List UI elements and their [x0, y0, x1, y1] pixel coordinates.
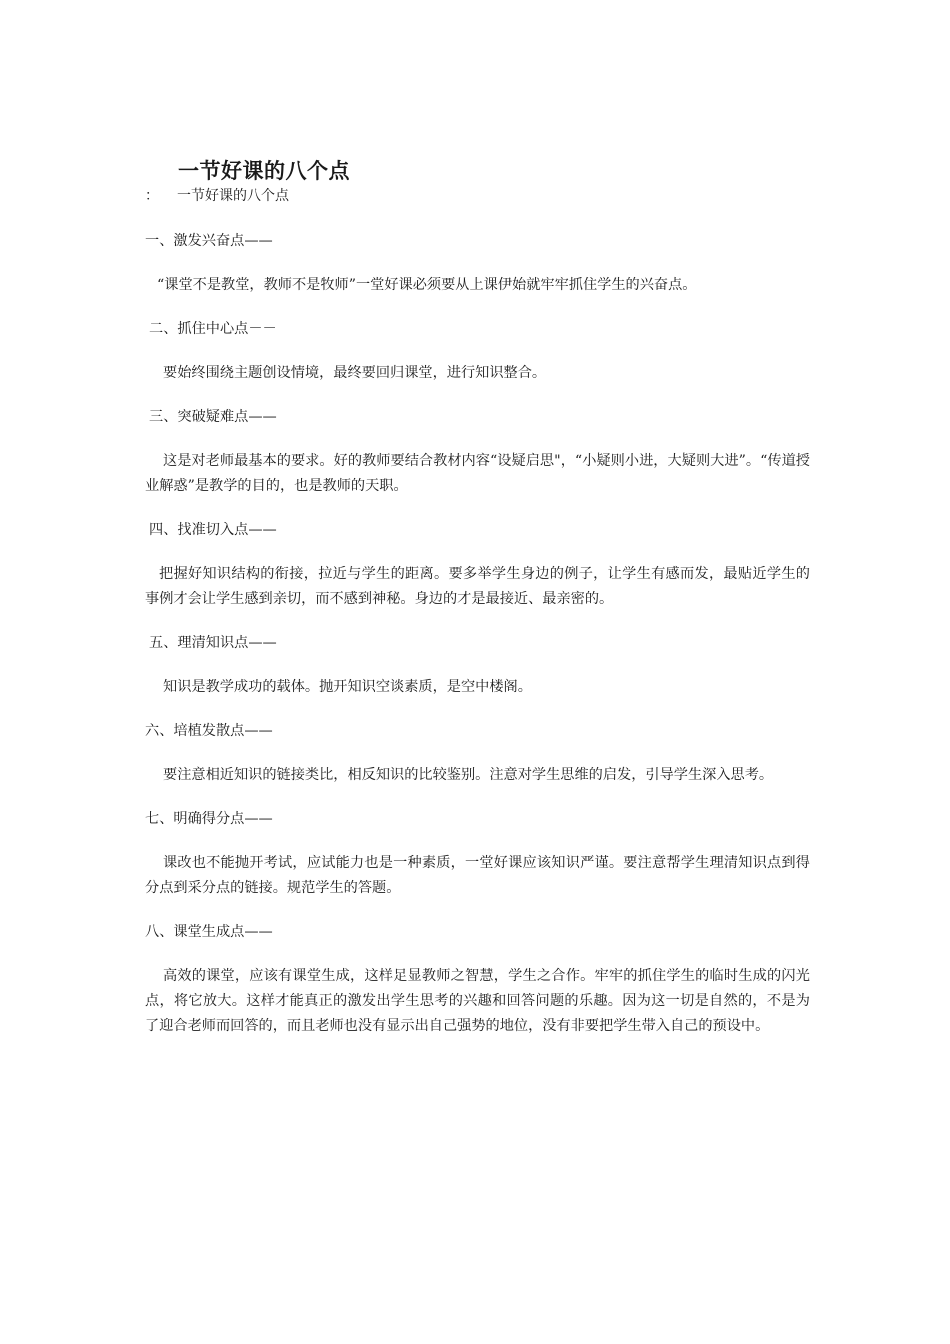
section-heading-4: 四、找准切入点——	[149, 522, 277, 538]
document-title: 一节好课的八个点	[178, 158, 350, 183]
section-heading-3: 三、突破疑难点——	[149, 409, 277, 425]
section-paragraph-2: 要始终围绕主题创设情境，最终要回归课堂，进行知识整合。	[163, 365, 547, 381]
section-heading-2: 二、抓住中心点－－	[149, 321, 277, 337]
section-paragraph-7: 课改也不能抛开考试，应试能力也是一种素质，一堂好课应该知识严谨。要注意帮学生理清知识点到得分点到采分点的链接。规范学生的答题。	[145, 855, 810, 896]
section-heading-8: 八、课堂生成点——	[145, 924, 273, 940]
section-heading-6: 六、培植发散点——	[145, 723, 273, 739]
section-paragraph-1: “课堂不是教堂，教师不是牧师”一堂好课必须要从上课伊始就牢牢抓住学生的兴奋点。	[157, 277, 697, 293]
subtitle-prefix: ：	[145, 188, 159, 204]
section-heading-5: 五、理清知识点——	[149, 635, 277, 651]
subtitle-text: 一节好课的八个点	[177, 188, 289, 204]
subtitle-line	[145, 185, 289, 205]
section-heading-1: 一、激发兴奋点——	[145, 233, 273, 249]
section-paragraph-4: 把握好知识结构的衔接，拉近与学生的距离。要多举学生身边的例子，让学生有感而发，最贴近学生的事例才会让学生感到亲切，而不感到神秘。身边的才是最接近、最亲密的。	[145, 566, 810, 607]
section-heading-7: 七、明确得分点——	[145, 811, 273, 827]
section-paragraph-8: 高效的课堂，应该有课堂生成，这样足显教师之智慧，学生之合作。牢牢的抓住学生的临时生成的闪光点，将它放大。这样才能真正的激发出学生思考的兴趣和回答问题的乐趣。因为这一切是自然的，不是为了迎合老师而回答的，而且老师也没有显示出自己强势的地位，没有非要把学生带入自己的预设中。	[145, 968, 810, 1034]
section-paragraph-5: 知识是教学成功的载体。抛开知识空谈素质，是空中楼阁。	[163, 679, 532, 695]
section-paragraph-3: 这是对老师最基本的要求。好的教师要结合教材内容“设疑启思"，“小疑则小进，大疑则大进”。“传道授业解惑”是教学的目的，也是教师的天职。	[145, 453, 810, 494]
document-body	[145, 229, 810, 1058]
section-paragraph-6: 要注意相近知识的链接类比，相反知识的比较鉴别。注意对学生思维的启发，引导学生深入思考。	[163, 767, 774, 783]
